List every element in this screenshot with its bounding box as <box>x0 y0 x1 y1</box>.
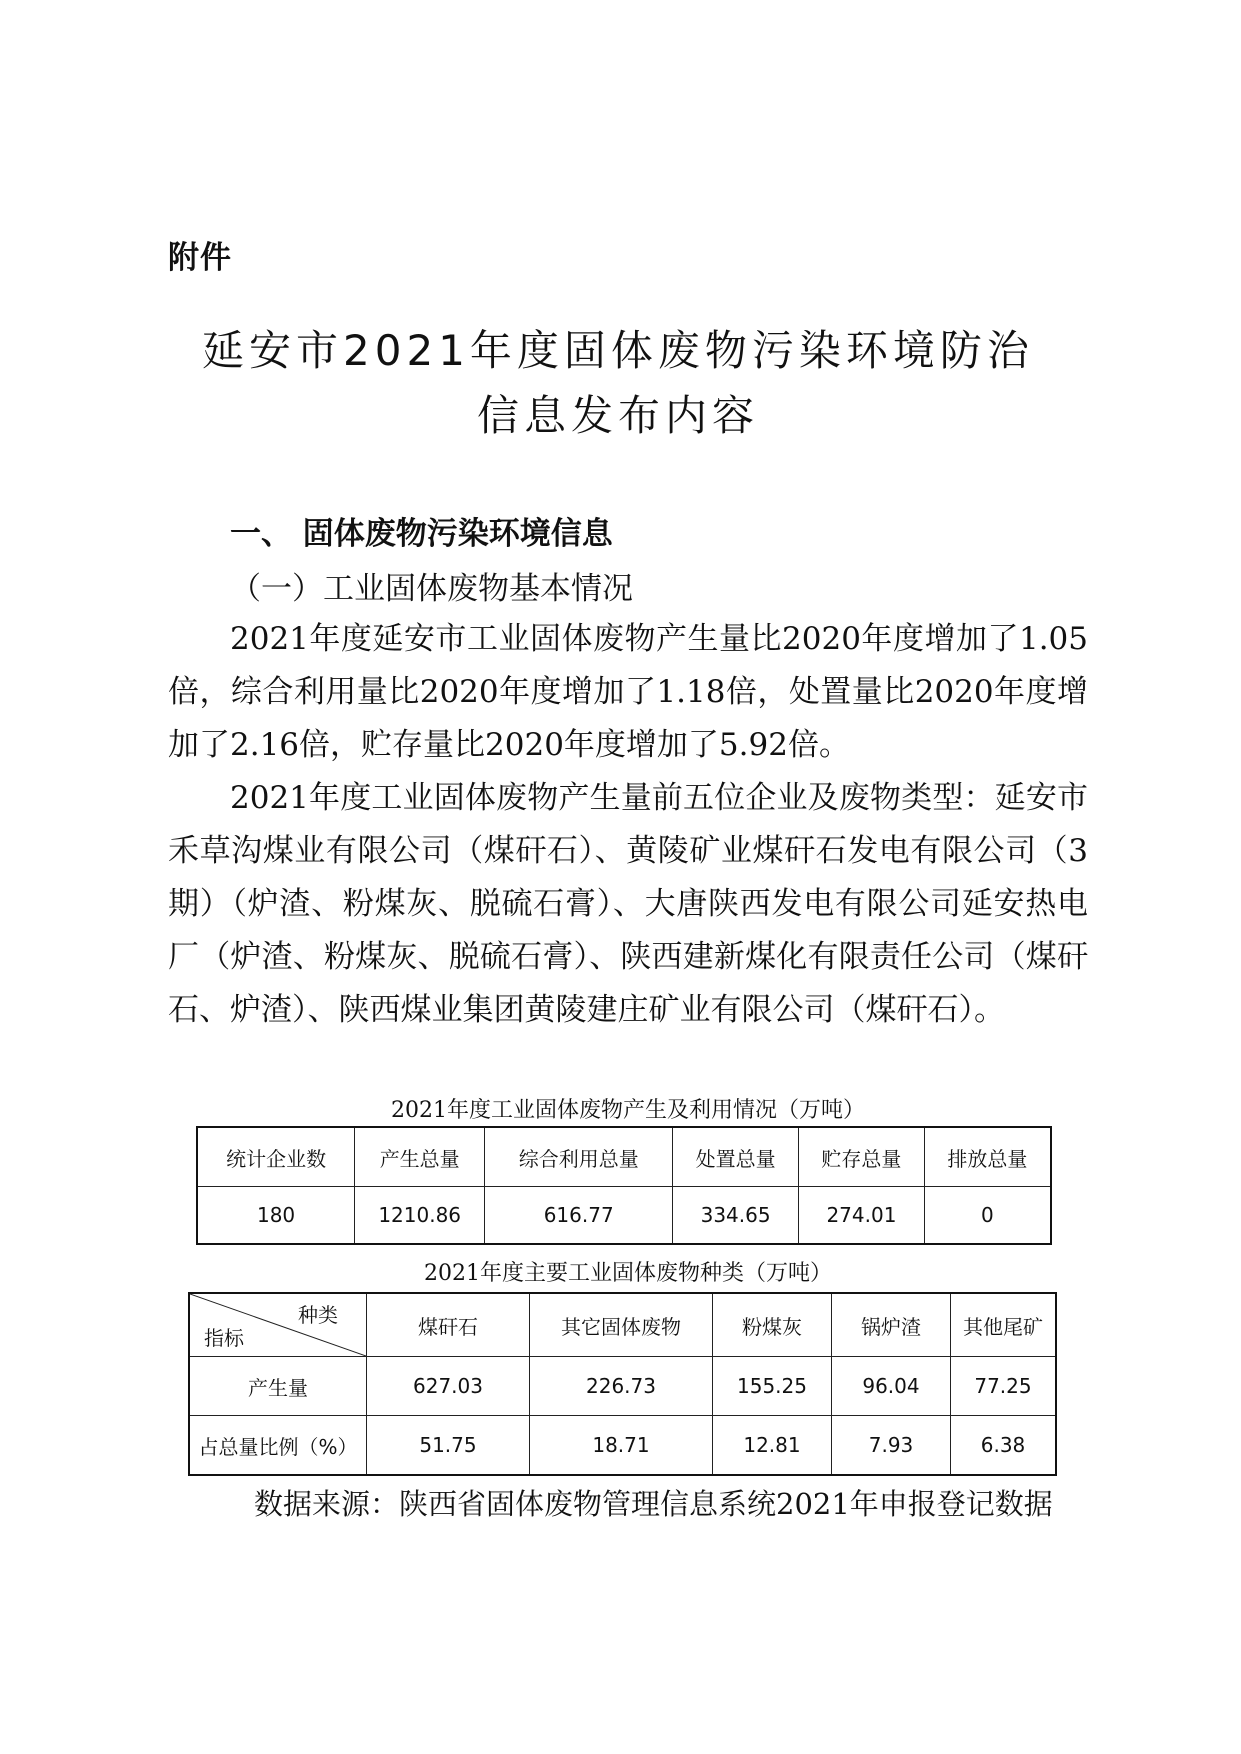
table-header-cell: 产生总量 <box>355 1127 485 1187</box>
table-cell: 6.38 <box>951 1416 1057 1476</box>
table-cell: 18.71 <box>530 1416 713 1476</box>
row-label: 占总量比例（%） <box>189 1416 367 1476</box>
paragraph-growth: 2021年度延安市工业固体废物产生量比2020年度增加了1.05倍，综合利用量比2020年度增加了1.18倍，处置量比2020年度增加了2.16倍，贮存量比2020年度增加了5.92倍。 <box>168 621 1088 763</box>
table-cell: 7.93 <box>832 1416 951 1476</box>
diagonal-corner-cell <box>189 1293 367 1357</box>
table-cell: 180 <box>197 1187 355 1245</box>
table-cell: 226.73 <box>530 1357 713 1416</box>
section-heading: 一、 固体废物污染环境信息 <box>230 516 613 552</box>
data-source-note: 数据来源：陕西省固体废物管理信息系统2021年申报登记数据 <box>254 1487 1053 1521</box>
table-header-cell: 综合利用总量 <box>485 1127 673 1187</box>
table-header-cell: 粉煤灰 <box>713 1293 832 1357</box>
table-header-cell: 其他尾矿 <box>951 1293 1057 1357</box>
table-cell: 12.81 <box>713 1416 832 1476</box>
table1-caption: 2021年度工业固体废物产生及利用情况（万吨） <box>391 1098 865 1123</box>
table2-caption: 2021年度主要工业固体废物种类（万吨） <box>424 1261 832 1286</box>
table-cell: 616.77 <box>485 1187 673 1245</box>
subsection-heading: （一）工业固体废物基本情况 <box>230 571 633 607</box>
table-cell: 77.25 <box>951 1357 1057 1416</box>
table-header-cell: 煤矸石 <box>367 1293 530 1357</box>
table-cell: 334.65 <box>673 1187 799 1245</box>
table-cell: 627.03 <box>367 1357 530 1416</box>
document-title-line-2: 信息发布内容 <box>476 391 759 440</box>
corner-label-indicator: 指标 <box>204 1326 244 1350</box>
table-cell: 51.75 <box>367 1416 530 1476</box>
corner-label-kind: 种类 <box>298 1303 338 1327</box>
attachment-label: 附件 <box>168 240 232 276</box>
production-utilization-table <box>196 1126 1052 1245</box>
table-header-row <box>197 1127 1051 1187</box>
table-header-cell: 贮存总量 <box>799 1127 925 1187</box>
document-title-line-1: 延安市2021年度固体废物污染环境防治 <box>202 326 1034 375</box>
waste-types-table <box>188 1292 1057 1476</box>
table-row <box>197 1187 1051 1245</box>
table-header-cell: 统计企业数 <box>197 1127 355 1187</box>
table-row <box>189 1416 1056 1476</box>
table-cell: 96.04 <box>832 1357 951 1416</box>
table-header-cell: 其它固体废物 <box>530 1293 713 1357</box>
table-header-cell: 锅炉渣 <box>832 1293 951 1357</box>
row-label: 产生量 <box>189 1357 367 1416</box>
table-cell: 1210.86 <box>355 1187 485 1245</box>
table-cell: 274.01 <box>799 1187 925 1245</box>
table-header-cell: 排放总量 <box>924 1127 1051 1187</box>
table-cell: 0 <box>924 1187 1051 1245</box>
table-cell: 155.25 <box>713 1357 832 1416</box>
table-header-cell: 处置总量 <box>673 1127 799 1187</box>
paragraph-top-enterprises: 2021年度工业固体废物产生量前五位企业及废物类型：延安市禾草沟煤业有限公司（煤矸石）、黄陵矿业煤矸石发电有限公司（3期）（炉渣、粉煤灰、脱硫石膏）、大唐陕西发电有限公司延安热电厂（炉渣、粉煤灰、脱硫石膏）、陕西建新煤化有限责任公司（煤矸石、炉渣）、陕西煤业集团黄陵建庄矿业有限公司（煤矸石）。 <box>168 780 1088 1028</box>
table-header-row <box>189 1293 1056 1357</box>
table-row <box>189 1357 1056 1416</box>
